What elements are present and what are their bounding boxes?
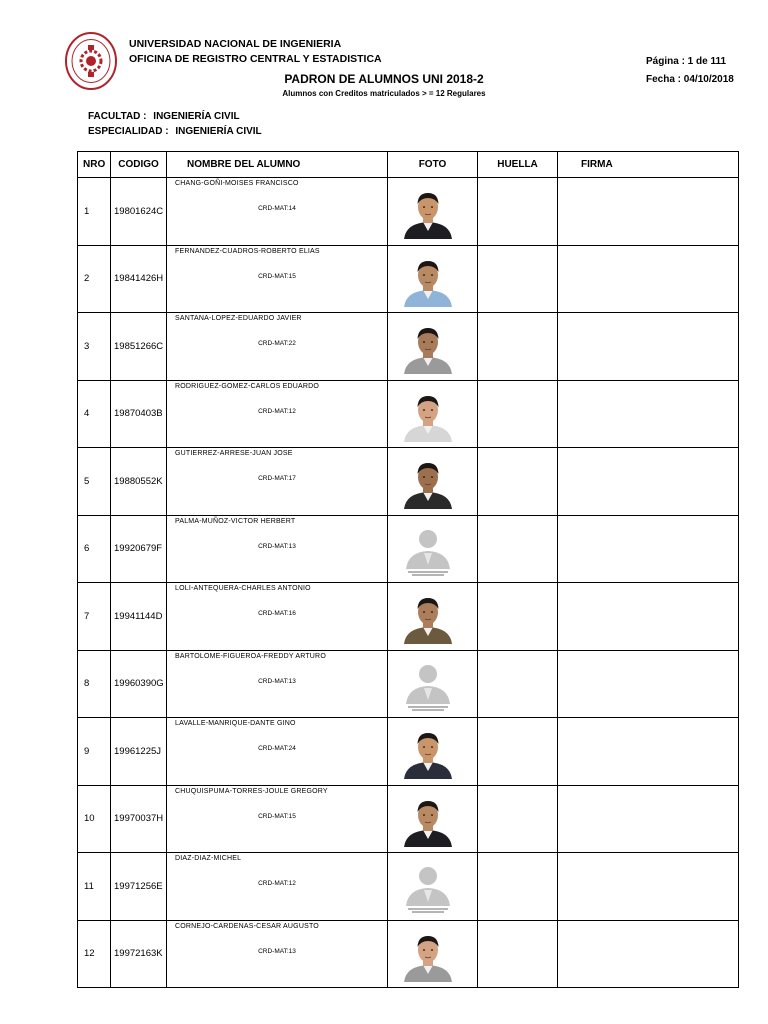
student-name: CHANG-GOÑI-MOISES FRANCISCO — [175, 180, 299, 187]
document-title: PADRON DE ALUMNOS UNI 2018-2 — [284, 72, 484, 86]
photo-placeholder-icon — [402, 525, 454, 577]
photo-cell — [388, 313, 478, 380]
credits-label: CRD-MAT:16 — [258, 610, 296, 617]
photo-cell — [388, 178, 478, 245]
specialty-value: INGENIERÍA CIVIL — [175, 125, 262, 137]
signature-cell — [558, 448, 739, 515]
student-photo — [402, 727, 454, 779]
student-name: GUTIERREZ-ARRESE-JUAN JOSE — [175, 450, 293, 457]
row-number: 7 — [78, 583, 111, 650]
signature-cell — [558, 246, 739, 313]
fingerprint-cell — [478, 313, 558, 380]
student-cell — [167, 853, 388, 920]
fingerprint-cell — [478, 786, 558, 853]
faculty-label: FACULTAD : — [88, 111, 147, 122]
credits-label: CRD-MAT:13 — [258, 542, 296, 550]
fingerprint-cell — [478, 921, 558, 988]
student-name: FERNANDEZ-CUADROS-ROBERTO ELIAS — [175, 247, 320, 255]
header-nro: NRO — [78, 152, 111, 177]
fingerprint-cell — [478, 718, 558, 785]
student-name: RODRIGUEZ-GOMEZ-CARLOS EDUARDO — [175, 382, 320, 390]
signature-cell — [558, 583, 739, 650]
header-codigo: CODIGO — [111, 152, 167, 177]
fingerprint-cell — [478, 583, 558, 650]
photo-cell — [388, 853, 478, 920]
photo-cell — [388, 718, 478, 785]
table-row — [78, 583, 739, 651]
student-cell — [167, 178, 388, 245]
table-row — [78, 853, 739, 921]
credits-label: CRD-MAT:14 — [258, 205, 296, 212]
credits-label: CRD-MAT:24 — [258, 745, 296, 752]
header-huella: HUELLA — [478, 152, 558, 177]
row-number: 8 — [78, 651, 111, 718]
office-name: OFICINA DE REGISTRO CENTRAL Y ESTADISTICA — [129, 53, 382, 65]
table-row — [78, 516, 739, 584]
student-code: 19870403B — [111, 381, 167, 448]
student-roster-table — [77, 151, 739, 988]
signature-cell — [558, 718, 739, 785]
row-number: 2 — [78, 246, 111, 313]
student-photo — [402, 457, 454, 509]
header-foto: FOTO — [388, 152, 478, 177]
student-code: 19972163K — [111, 921, 167, 988]
student-name: LAVALLE-MANRIQUE-DANTE GINO — [175, 720, 296, 727]
fingerprint-cell — [478, 178, 558, 245]
signature-cell — [558, 516, 739, 583]
table-row — [78, 313, 739, 381]
student-cell — [167, 313, 388, 380]
row-number: 9 — [78, 718, 111, 785]
university-name: UNIVERSIDAD NACIONAL DE INGENIERIA — [129, 38, 342, 50]
photo-cell — [388, 381, 478, 448]
table-row — [78, 246, 739, 314]
row-number: 5 — [78, 448, 111, 515]
fingerprint-cell — [478, 448, 558, 515]
student-code: 19961225J — [111, 718, 167, 785]
student-cell — [167, 516, 388, 583]
photo-placeholder-icon — [402, 660, 454, 712]
table-row — [78, 718, 739, 786]
institution-heading — [129, 37, 382, 67]
student-code: 19851266C — [111, 313, 167, 380]
row-number: 11 — [78, 853, 111, 920]
student-code: 19880552K — [111, 448, 167, 515]
row-number: 12 — [78, 921, 111, 988]
photo-cell — [388, 583, 478, 650]
table-row — [78, 448, 739, 516]
signature-cell — [558, 853, 739, 920]
student-name: CORNEJO-CARDENAS-CESAR AUGUSTO — [175, 922, 319, 930]
credits-label: CRD-MAT:13 — [258, 677, 296, 685]
student-cell — [167, 381, 388, 448]
credits-label: CRD-MAT:15 — [258, 272, 296, 280]
signature-cell — [558, 651, 739, 718]
student-code: 19801624C — [111, 178, 167, 245]
student-cell — [167, 921, 388, 988]
fingerprint-cell — [478, 853, 558, 920]
photo-cell — [388, 786, 478, 853]
table-row — [78, 921, 739, 989]
student-cell — [167, 786, 388, 853]
table-row — [78, 178, 739, 246]
row-number: 1 — [78, 178, 111, 245]
student-name: PALMA-MUÑOZ-VICTOR HERBERT — [175, 517, 296, 525]
student-code: 19970037H — [111, 786, 167, 853]
student-photo — [402, 930, 454, 982]
student-code: 19920679F — [111, 516, 167, 583]
photo-cell — [388, 448, 478, 515]
student-photo — [402, 255, 454, 307]
header-firma: FIRMA — [558, 152, 739, 177]
signature-cell — [558, 786, 739, 853]
student-cell — [167, 718, 388, 785]
student-name: CHUQUISPUMA-TORRES-JOULE GREGORY — [175, 787, 328, 795]
photo-cell — [388, 921, 478, 988]
row-number: 4 — [78, 381, 111, 448]
fingerprint-cell — [478, 381, 558, 448]
faculty-line — [88, 110, 262, 125]
photo-cell — [388, 516, 478, 583]
document-subtitle: Alumnos con Creditos matriculados > = 12 Regulares — [282, 89, 486, 98]
signature-cell — [558, 178, 739, 245]
row-number: 3 — [78, 313, 111, 380]
table-row — [78, 381, 739, 449]
student-name: SANTANA-LOPEZ-EDUARDO JAVIER — [175, 315, 302, 322]
header-nombre: NOMBRE DEL ALUMNO — [167, 152, 388, 177]
signature-cell — [558, 381, 739, 448]
student-photo — [402, 322, 454, 374]
photo-placeholder-icon — [402, 862, 454, 914]
table-row — [78, 786, 739, 854]
signature-cell — [558, 921, 739, 988]
row-number: 6 — [78, 516, 111, 583]
credits-label: CRD-MAT:12 — [258, 407, 296, 415]
student-code: 19960390G — [111, 651, 167, 718]
photo-cell — [388, 246, 478, 313]
student-name: LOLI-ANTEQUERA-CHARLES ANTONIO — [175, 585, 311, 592]
student-name: BARTOLOME-FIGUEROA-FREDDY ARTURO — [175, 652, 326, 660]
student-photo — [402, 795, 454, 847]
credits-label: CRD-MAT:15 — [258, 812, 296, 820]
table-row — [78, 651, 739, 719]
student-code: 19841426H — [111, 246, 167, 313]
student-photo — [402, 592, 454, 644]
credits-label: CRD-MAT:22 — [258, 340, 296, 347]
student-cell — [167, 651, 388, 718]
student-name: DIAZ-DIAZ-MICHEL — [175, 855, 242, 862]
student-cell — [167, 246, 388, 313]
fingerprint-cell — [478, 246, 558, 313]
date-label: Fecha : 04/10/2018 — [646, 74, 734, 85]
student-photo — [402, 390, 454, 442]
signature-cell — [558, 313, 739, 380]
fingerprint-cell — [478, 516, 558, 583]
student-photo — [402, 187, 454, 239]
photo-cell — [388, 651, 478, 718]
specialty-line — [88, 125, 262, 140]
page-indicator: Página : 1 de 111 — [646, 56, 727, 67]
fingerprint-cell — [478, 651, 558, 718]
student-code: 19941144D — [111, 583, 167, 650]
table-header — [78, 152, 739, 178]
student-cell — [167, 583, 388, 650]
row-number: 10 — [78, 786, 111, 853]
credits-label: CRD-MAT:12 — [258, 880, 296, 887]
faculty-value: INGENIERÍA CIVIL — [153, 111, 240, 122]
specialty-label: ESPECIALIDAD : — [88, 125, 169, 137]
faculty-info — [88, 110, 262, 139]
student-code: 19971256E — [111, 853, 167, 920]
student-cell — [167, 448, 388, 515]
credits-label: CRD-MAT:17 — [258, 475, 296, 482]
credits-label: CRD-MAT:13 — [258, 947, 296, 955]
